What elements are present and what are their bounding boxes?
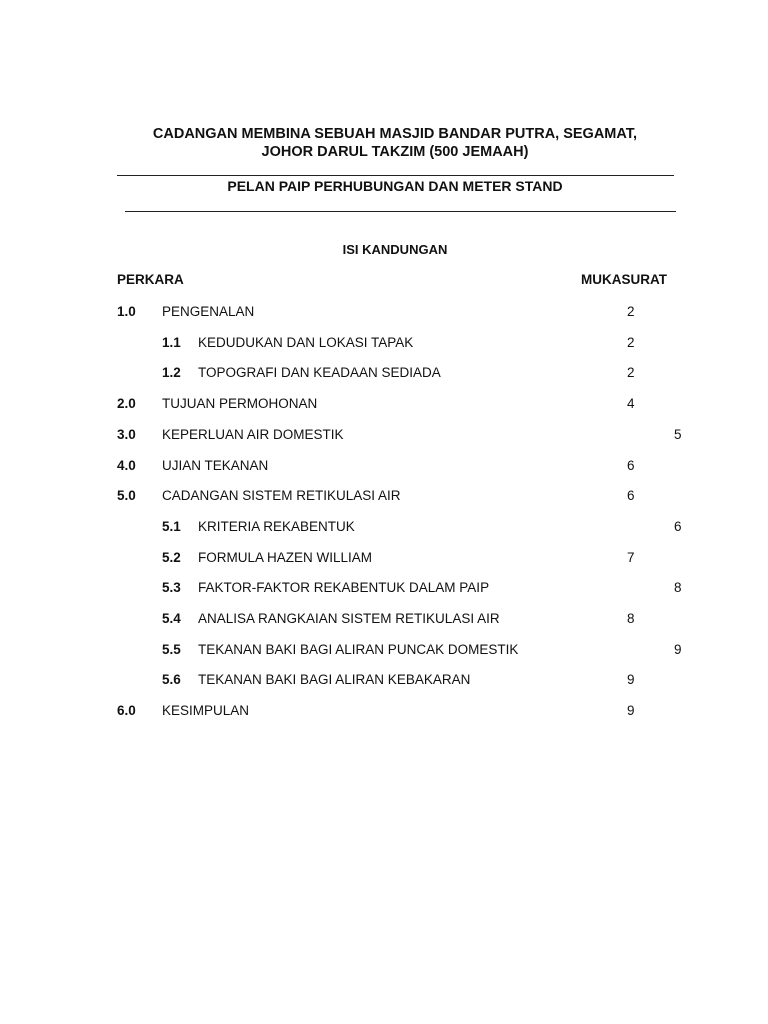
toc-section-title: KEPERLUAN AIR DOMESTIK [162, 426, 344, 442]
toc-row [0, 303, 768, 321]
toc-page-number: 9 [627, 672, 635, 688]
toc-section-title: KEDUDUKAN DAN LOKASI TAPAK [198, 334, 414, 350]
toc-page-number: 6 [674, 518, 682, 534]
toc-section-number: 5.4 [162, 611, 181, 626]
toc-section-number: 2.0 [117, 396, 136, 412]
toc-row [0, 641, 768, 659]
toc-section-title: UJIAN TEKANAN [162, 457, 269, 473]
toc-page-number: 4 [627, 396, 635, 412]
toc-section-title: PENGENALAN [162, 304, 255, 319]
toc-section-title: ANALISA RANGKAIAN SISTEM RETIKULASI AIR [198, 611, 500, 626]
document-title-line-1: CADANGAN MEMBINA SEBUAH MASJID BANDAR PUTRA, SEGAMAT, [152, 126, 638, 142]
toc-page-number: 9 [674, 641, 682, 657]
toc-section-number: 3.0 [117, 426, 136, 442]
toc-section-number: 1.2 [162, 365, 181, 381]
toc-section-title: CADANGAN SISTEM RETIKULASI AIR [162, 488, 401, 504]
toc-section-number: 4.0 [117, 457, 136, 473]
toc-page-number: 9 [627, 703, 635, 719]
toc-section-number: 5.2 [162, 549, 181, 565]
toc-section-number: 5.1 [162, 518, 181, 534]
toc-section-title: FORMULA HAZEN WILLIAM [198, 549, 373, 565]
document-title-line-2: JOHOR DARUL TAKZIM (500 JEMAAH) [261, 144, 529, 160]
toc-section-number: 5.5 [162, 641, 181, 657]
toc-section-title: TEKANAN BAKI BAGI ALIRAN PUNCAK DOMESTIK [198, 641, 519, 657]
toc-row [0, 395, 768, 413]
document-subtitle: PELAN PAIP PERHUBUNGAN DAN METER STAND [227, 178, 563, 194]
title-underline-rule [117, 175, 674, 176]
toc-page-number: 2 [627, 304, 635, 319]
toc-section-title: TOPOGRAFI DAN KEADAAN SEDIADA [198, 365, 441, 381]
toc-column-header-item: PERKARA [117, 272, 184, 287]
toc-page-number: 7 [627, 549, 635, 565]
subtitle-underline-rule [125, 211, 676, 212]
toc-row [0, 702, 768, 720]
toc-page-number: 6 [627, 457, 635, 473]
toc-section-number: 6.0 [117, 703, 136, 719]
toc-section-number: 5.3 [162, 580, 181, 596]
toc-section-title: KRITERIA REKABENTUK [198, 518, 355, 534]
toc-row [0, 457, 768, 475]
toc-page-number: 8 [674, 580, 682, 596]
toc-row [0, 610, 768, 628]
toc-section-number: 1.1 [162, 334, 181, 350]
toc-section-title: KESIMPULAN [162, 703, 250, 719]
toc-section-title: TUJUAN PERMOHONAN [162, 396, 318, 412]
toc-row [0, 334, 768, 352]
toc-page-number: 2 [627, 365, 635, 381]
toc-row [0, 579, 768, 597]
toc-section-number: 5.0 [117, 488, 136, 504]
toc-row [0, 426, 768, 444]
toc-page-number: 5 [674, 426, 682, 442]
toc-heading: ISI KANDUNGAN [342, 242, 448, 257]
toc-page-number: 8 [627, 611, 635, 626]
toc-row [0, 671, 768, 689]
toc-page-number: 2 [627, 334, 635, 350]
toc-section-title: TEKANAN BAKI BAGI ALIRAN KEBAKARAN [198, 672, 471, 688]
toc-row [0, 364, 768, 382]
toc-page-number: 6 [627, 488, 635, 504]
toc-row [0, 549, 768, 567]
toc-section-number: 5.6 [162, 672, 181, 688]
toc-column-header-page: MUKASURAT [581, 272, 667, 287]
toc-row [0, 487, 768, 505]
toc-section-title: FAKTOR-FAKTOR REKABENTUK DALAM PAIP [198, 580, 490, 596]
toc-row [0, 518, 768, 536]
toc-section-number: 1.0 [117, 304, 136, 319]
